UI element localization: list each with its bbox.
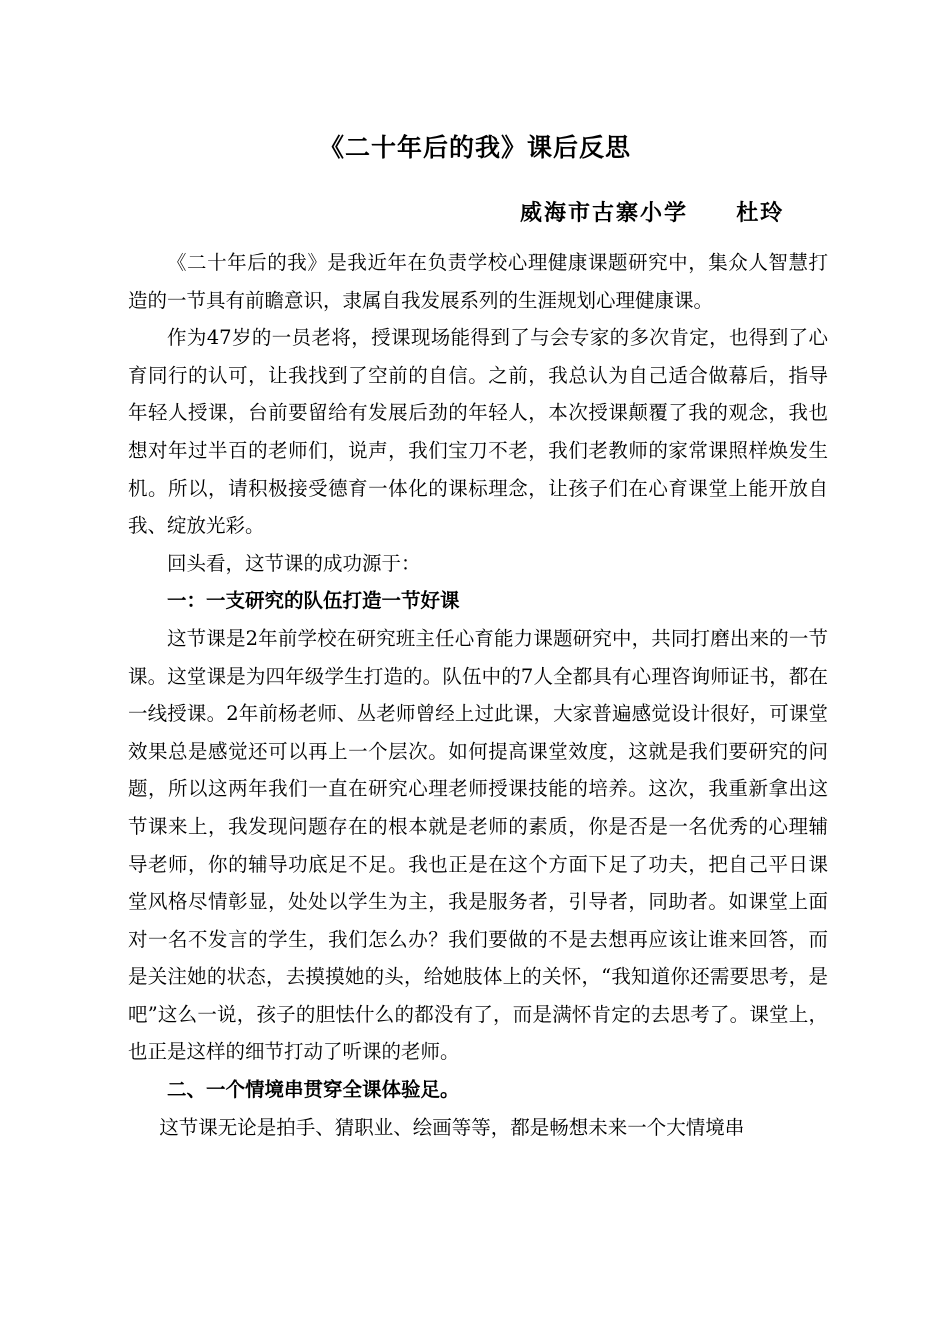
document-title: 《二十年后的我》课后反思 <box>318 133 631 162</box>
paragraph-team: 这节课是2年前学校在研究班主任心育能力课题研究中，共同打磨出来的一节课。这堂课是为四年级学生打造的。队伍中的7人全都具有心理咨询师证书，都在一线授课。2年前杨老师、丛老师曾经上过此课，大家普遍感觉设计很好，可课堂效果总是感觉还可以再上一个层次。如何提高课堂效度，这就是我们要研究的问题，所以这两年我们一直在研究心理老师授课技能的培养。这次，我重新拿出这节课来上，我发现问题存在的根本就是老师的素质，你是否是一名优秀的心理辅导老师，你的辅导功底足不足。我也正是在这个方面下足了功夫，把自己平日课堂风格尽情彰显，处处以学生为主，我是服务者，引导者，同助者。如课堂上面对一名不发言的学生，我们怎么办？我们要做的不是去想再应该让谁来回答，而是关注她的状态，去摸摸她的头，给她肢体上的关怀，“我知道你还需要思考，是吧”这么一说，孩子的胆怯什么的都没有了，而是满怀肯定的去思考了。课堂上，也正是这样的细节打动了听课的老师。 <box>128 626 828 1064</box>
paragraph-intro: 《二十年后的我》是我近年在负责学校心理健康课题研究中，集众人智慧打造的一节具有前瞻意识，隶属自我发展系列的生涯规划心理健康课。 <box>128 251 828 312</box>
document-body <box>128 244 828 1146</box>
section-heading-2: 二、一个情境串贯穿全课体验足。 <box>167 1078 460 1102</box>
paragraph-lookback: 回头看，这节课的成功源于： <box>167 551 421 575</box>
paragraph-situation: 这节课无论是拍手、猜职业、绘画等等，都是畅想未来一个大情境串 <box>159 1115 745 1139</box>
section-heading-1: 一：一支研究的队伍打造一节好课 <box>167 589 460 613</box>
author-byline: 威海市古寨小学 杜玲 <box>520 200 785 226</box>
paragraph-experience: 作为47岁的一员老将，授课现场能得到了与会专家的多次肯定，也得到了心育同行的认可，让我找到了空前的自信。之前，我总认为自己适合做幕后，指导年轻人授课，台前要留给有发展后劲的年轻人，本次授课颠覆了我的观念，我也想对年过半百的老师们，说声，我们宝刀不老，我们老教师的家常课照样焕发生机。所以，请积极接受德育一体化的课标理念，让孩子们在心育课堂上能开放自我、绽放光彩。 <box>128 326 828 538</box>
